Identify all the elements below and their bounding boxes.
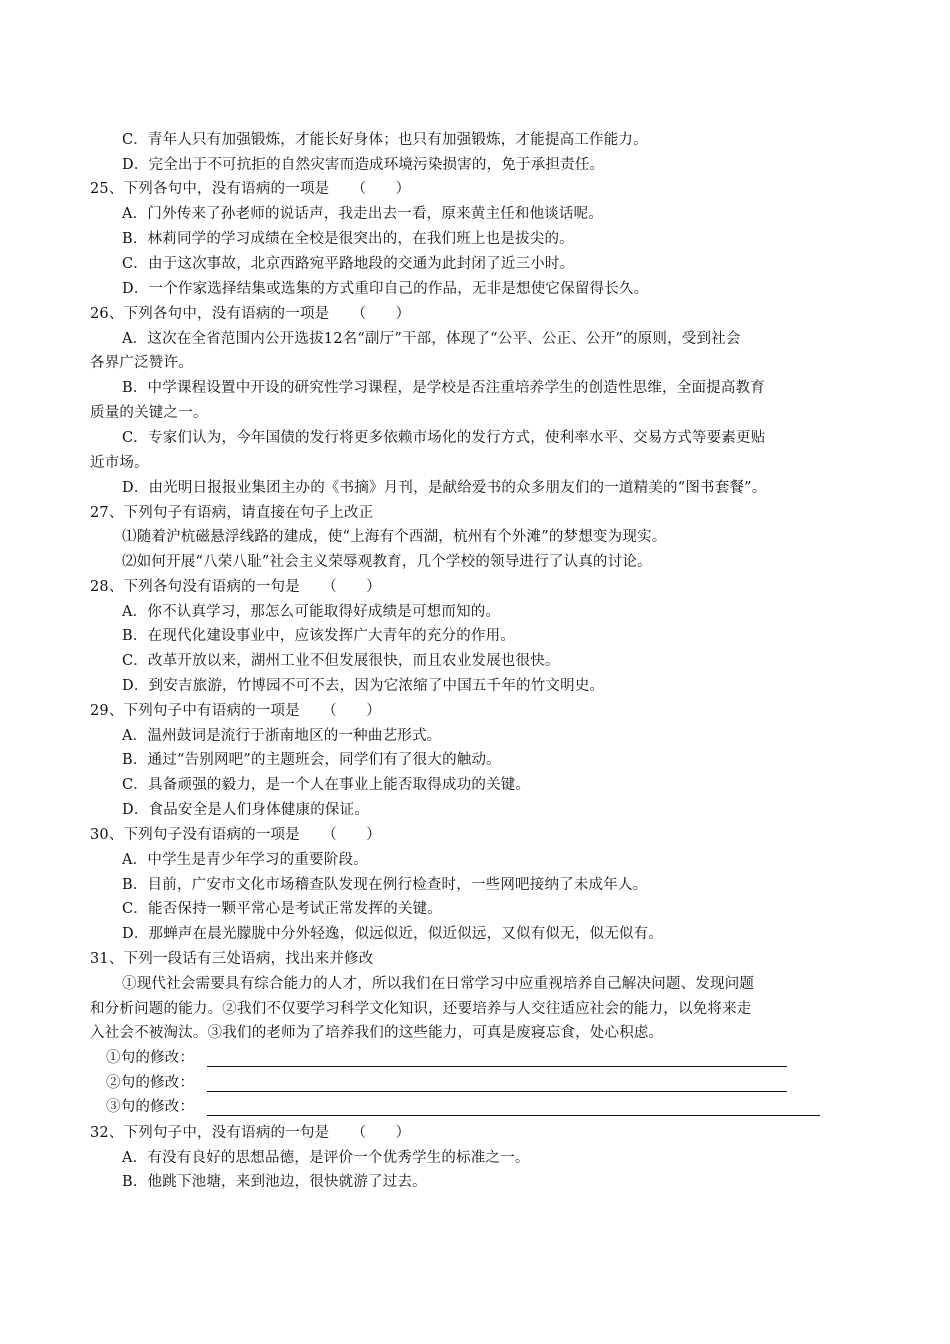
q29-option-b: B．通过“告别网吧”的主题班会，同学们有了很大的触动。 <box>122 752 501 768</box>
q31-fix-2-label: ②句的修改： <box>106 1075 195 1091</box>
q26-option-c-line1: C．专家们认为，今年国债的发行将更多依赖市场化的发行方式，使利率水平、交易方式等要素更贴 <box>122 430 766 446</box>
q26-option-b-line1: B．中学课程设置中开设的研究性学习课程，是学校是否注重培养学生的创造性思维，全面提高教育 <box>122 380 765 396</box>
q25-option-d: D．一个作家选择结集或选集的方式重印自己的作品，无非是想使它保留得长久。 <box>122 281 649 297</box>
q29-option-d: D．食品安全是人们身体健康的保证。 <box>122 802 370 818</box>
q32-option-a: A．有没有良好的思想品德，是评价一个优秀学生的标准之一。 <box>122 1150 530 1166</box>
q31-fix-3-answer-line[interactable] <box>207 1115 820 1116</box>
q26-option-d: D．由光明日报报业集团主办的《书摘》月刊，是献给爱书的众多朋友们的一道精美的“图书套餐”。 <box>122 480 767 496</box>
q31-passage-line1: ①现代社会需要具有综合能力的人才，所以我们在日常学习中应重视培养自己解决问题、发现问题 <box>122 976 755 992</box>
q31-fix-1-answer-line[interactable] <box>207 1066 787 1067</box>
q28-option-d: D．到安吉旅游，竹博园不可不去，因为它浓缩了中国五千年的竹文明史。 <box>122 678 605 694</box>
q30-option-a: A．中学生是青少年学习的重要阶段。 <box>122 852 368 868</box>
q32-option-b: B．他跳下池塘，来到池边，很快就游了过去。 <box>122 1174 427 1190</box>
q27-sentence-1: ⑴随着沪杭磁悬浮线路的建成，使“上海有个西湖，杭州有个外滩”的梦想变为现实。 <box>122 529 667 545</box>
q30-stem: 30、下列句子没有语病的一项是 （ ） <box>90 827 381 843</box>
q25-option-b: B．林莉同学的学习成绩在全校是很突出的，在我们班上也是拔尖的。 <box>122 231 574 247</box>
q31-fix-2-answer-line[interactable] <box>207 1091 787 1092</box>
q25-option-c: C．由于这次事故，北京西路宛平路地段的交通为此封闭了近三小时。 <box>122 256 575 272</box>
q31-fix-1-label: ①句的修改： <box>106 1050 195 1066</box>
q24-option-d: D．完全出于不可抗拒的自然灾害而造成环境污染损害的，免于承担责任。 <box>122 157 605 173</box>
q28-option-b: B．在现代化建设事业中，应该发挥广大青年的充分的作用。 <box>122 628 516 644</box>
q27-sentence-2: ⑵如何开展“八荣八耻”社会主义荣辱观教育，几个学校的领导进行了认真的讨论。 <box>122 554 652 570</box>
q29-option-a: A．温州鼓词是流行于浙南地区的一种曲艺形式。 <box>122 728 442 744</box>
q29-option-c: C．具备顽强的毅力，是一个人在事业上能否取得成功的关键。 <box>122 777 531 793</box>
q30-option-c: C．能否保持一颗平常心是考试正常发挥的关键。 <box>122 901 442 917</box>
q25-stem: 25、下列各句中，没有语病的一项是 （ ） <box>90 181 411 197</box>
q24-option-c: C．青年人只有加强锻炼，才能长好身体；也只有加强锻炼，才能提高工作能力。 <box>122 132 648 148</box>
q26-option-a-line2: 各界广泛赞许。 <box>90 355 193 371</box>
q26-stem: 26、下列各句中，没有语病的一项是 （ ） <box>90 306 411 322</box>
q31-stem: 31、下列一段话有三处语病，找出来并修改 <box>90 951 374 967</box>
q25-option-a: A．门外传来了孙老师的说话声，我走出去一看，原来黄主任和他谈话呢。 <box>122 206 604 222</box>
q31-fix-3-label: ③句的修改： <box>106 1099 195 1115</box>
q27-stem: 27、下列句子有语病，请直接在句子上改正 <box>90 505 374 521</box>
q29-stem: 29、下列句子中有语病的一项是 （ ） <box>90 703 381 719</box>
q26-option-a-line1: A．这次在全省范围内公开选拔12名“副厅”干部，体现了“公平、公正、公开”的原则，受到社会 <box>122 331 741 347</box>
q31-passage-line3: 入社会不被淘汰。③我们的老师为了培养我们的这些能力，可真是废寝忘食，处心积虑。 <box>90 1025 664 1041</box>
q28-option-c: C．改革开放以来，湖州工业不但发展很快，而且农业发展也很快。 <box>122 653 560 669</box>
q28-stem: 28、下列各句没有语病的一句是 （ ） <box>90 579 381 595</box>
q30-option-b: B．目前，广安市文化市场稽查队发现在例行检查时，一些网吧接纳了未成年人。 <box>122 877 648 893</box>
q30-option-d: D．那蝉声在晨光朦胧中分外轻逸，似远似近，似近似远，又似有似无，似无似有。 <box>122 926 664 942</box>
q31-passage-line2: 和分析问题的能力。②我们不仅要学习科学文化知识，还要培养与人交往适应社会的能力，以免将来走 <box>90 1001 752 1017</box>
q26-option-b-line2: 质量的关键之一。 <box>90 405 208 421</box>
q28-option-a: A．你不认真学习，那怎么可能取得好成绩是可想而知的。 <box>122 604 501 620</box>
q26-option-c-line2: 近市场。 <box>90 455 149 471</box>
q32-stem: 32、下列句子中，没有语病的一句是 （ ） <box>90 1125 411 1141</box>
